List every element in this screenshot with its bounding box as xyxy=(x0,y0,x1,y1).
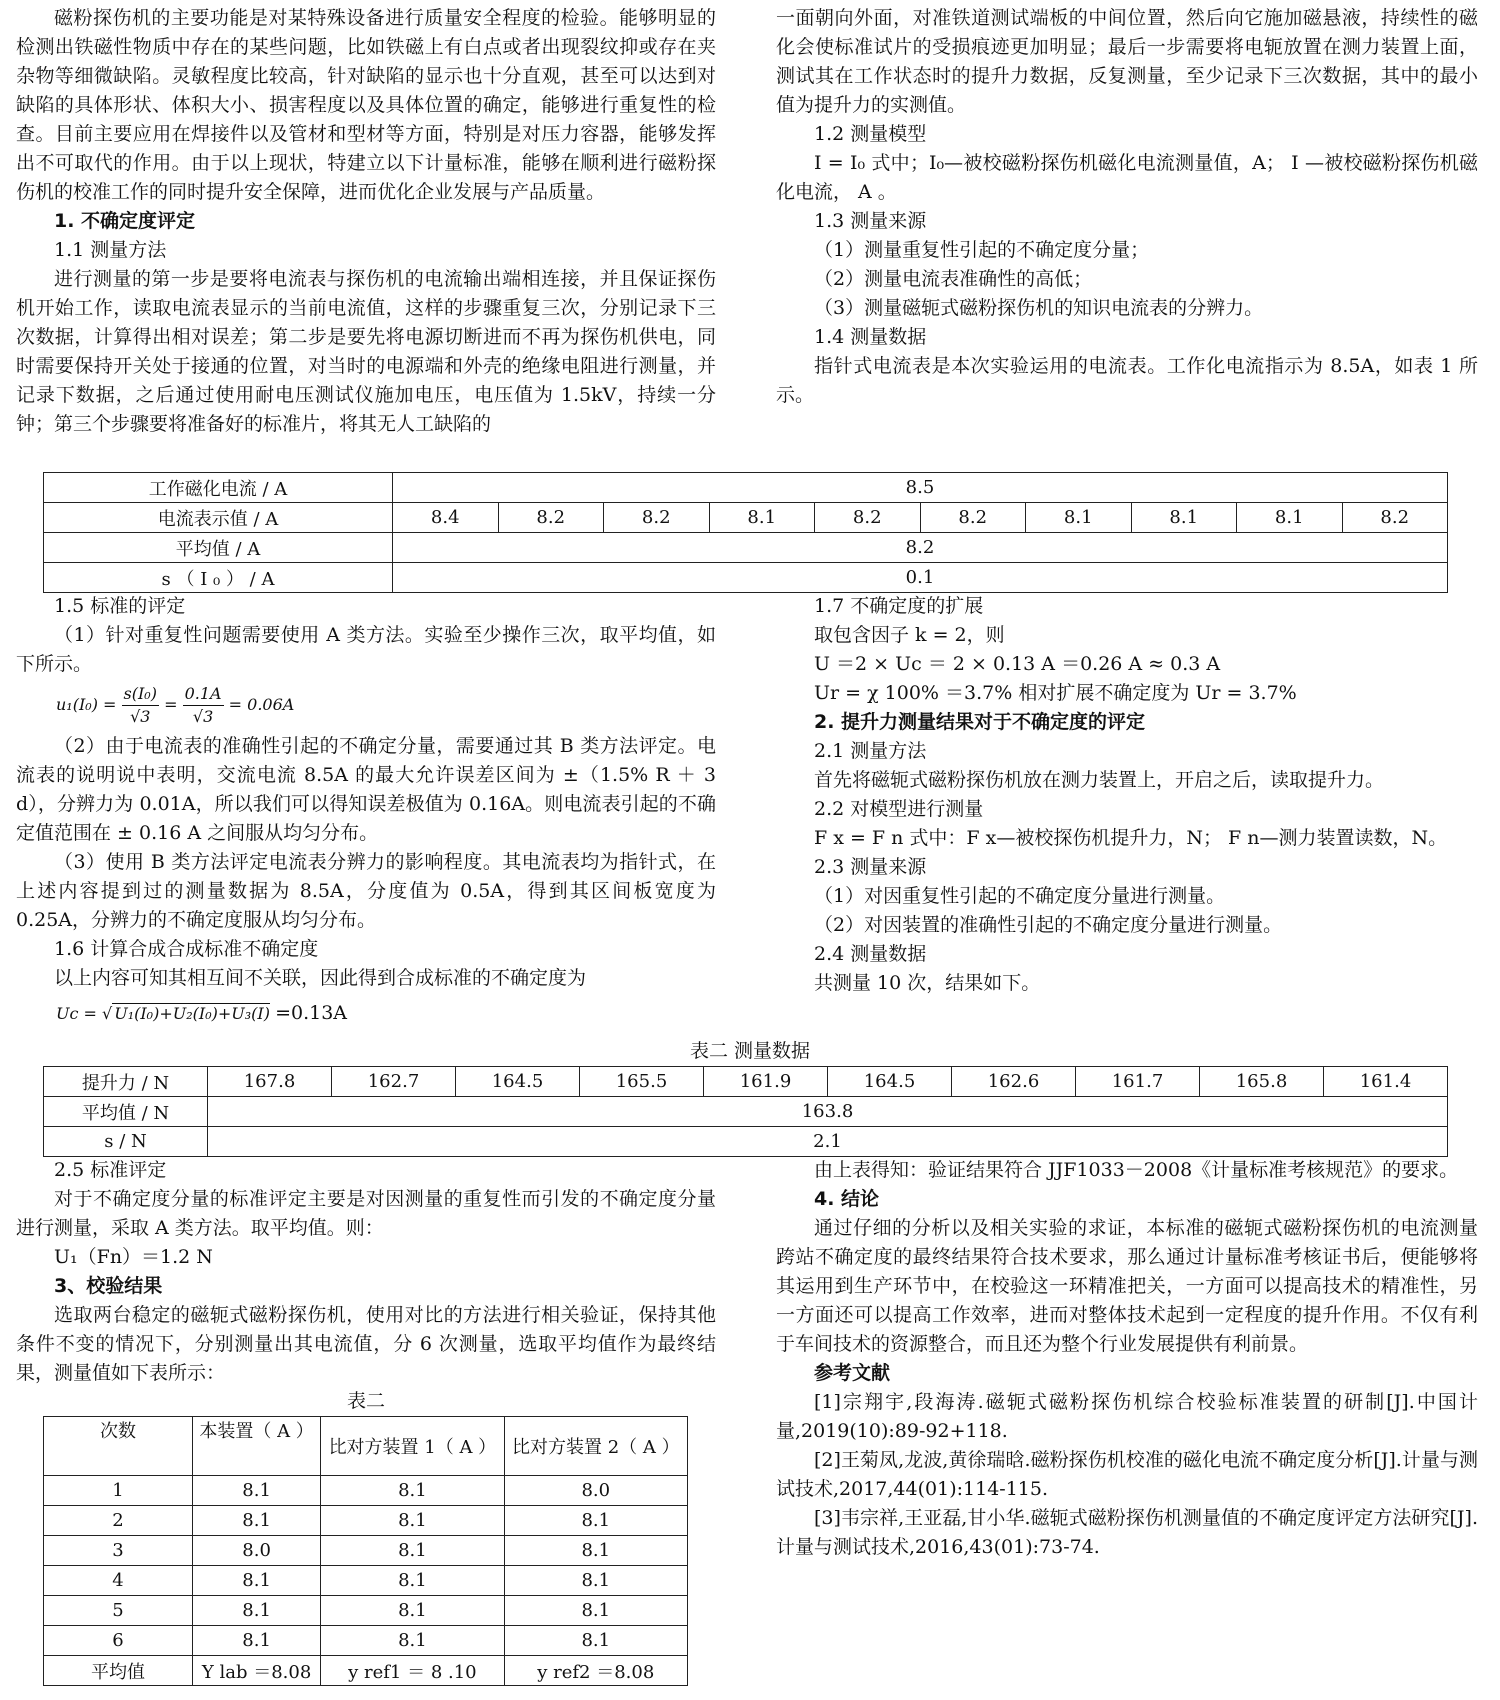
relative-uncertainty-line: Ur = χ 100% ＝3.7% 相对扩展不确定度为 Ur = 3.7% xyxy=(814,682,1297,704)
table-header-cell: 比对方装置 2（ A ） xyxy=(504,1417,687,1476)
section-1-5-heading: 1.5 标准的评定 xyxy=(54,595,186,617)
formula-text: = xyxy=(164,695,178,714)
source-item-3: （3）测量磁轭式磁粉探伤机的知识电流表的分辨力。 xyxy=(814,297,1264,319)
table-cell: 电流表示值 / A xyxy=(44,503,393,533)
table-header-row xyxy=(44,1417,688,1476)
section-1-1-heading: 1.1 测量方法 xyxy=(54,239,167,261)
table-header-cell: 次数 xyxy=(44,1417,193,1476)
section-1-7-heading: 1.7 不确定度的扩展 xyxy=(814,595,984,617)
table-cell: 164.5 xyxy=(828,1067,952,1097)
formula-uc: Uc = √ U₁(I₀)+U₂(I₀)+U₃(I) =0.13A xyxy=(56,1002,348,1024)
formula-text: =0.13A xyxy=(275,1002,348,1024)
reference-item: [1]宗翔宇,段海涛.磁轭式磁粉探伤机综合校验标准装置的研制[J].中国计量,2019(10):89-92+118. xyxy=(776,1391,1478,1442)
right-column-bottom xyxy=(776,1156,1478,1562)
denominator: √3 xyxy=(130,707,151,726)
section-1-4-heading: 1.4 测量数据 xyxy=(814,326,927,348)
left-column-middle xyxy=(16,592,716,1032)
table-cell: 提升力 / N xyxy=(44,1067,208,1097)
table-3-caption: 表二 xyxy=(346,1390,385,1412)
coverage-factor-line: 取包含因子 k = 2，则 xyxy=(814,624,1005,646)
table-cell: 8.1 xyxy=(193,1476,321,1506)
section-1-1-paragraph: 进行测量的第一步是要将电流表与探伤机的电流输出端相连接，并且保证探伤机开始工作，读取电流表显示的当前电流值，这样的步骤重复三次，分别记录下三次数据，计算得出相对误差；第二步是要先将电源切断进而不再为探伤机供电，同时需要保持开关处于接通的位置，对当时的电源端和外壳的绝缘电阻进行测量，并记录下数据，之后通过使用耐电压测试仪施加电压，电压值为 1.5kV，持续一分钟；第三个步骤要将准备好的标准片，将其无人工缺陷的 xyxy=(16,268,716,435)
u1-result-line: U₁（Fn）＝1.2 N xyxy=(54,1246,213,1268)
table-avg-row xyxy=(44,1656,688,1686)
table-row xyxy=(44,1127,1448,1157)
table-3-comparison xyxy=(43,1416,688,1686)
section-1-6-heading: 1.6 计算合成合成标准不确定度 xyxy=(54,938,319,960)
table-cell: 8.1 xyxy=(321,1566,504,1596)
table-row xyxy=(44,1626,688,1656)
source-item-a: （1）对因重复性引起的不确定度分量进行测量。 xyxy=(814,885,1226,907)
numerator: s(I₀) xyxy=(122,683,159,706)
fraction xyxy=(183,683,224,728)
section-1-4-paragraph: 指针式电流表是本次实验运用的电流表。工作化电流指示为 8.5A，如表 1 所示。 xyxy=(776,355,1478,406)
resolution-paragraph: （3）使用 B 类方法评定电流表分辨力的影响程度。其电流表均为指针式，在上述内容提到过的测量数据为 8.5A，分度值为 0.5A，得到其区间板宽度为 0.25A，分辨力的不确定度服从均匀分布。 xyxy=(16,851,716,931)
table-cell: 8.1 xyxy=(1131,503,1237,533)
section-2-1-paragraph: 首先将磁轭式磁粉探伤机放在测力装置上，开启之后，读取提升力。 xyxy=(814,769,1385,791)
verification-paragraph: 由上表得知：验证结果符合 JJF1033－2008《计量标准考核规范》的要求。 xyxy=(814,1159,1459,1181)
table-row xyxy=(44,503,1448,533)
reference-item: [3]韦宗祥,王亚磊,甘小华.磁轭式磁粉探伤机测量值的不确定度评定方法研究[J].计量与测试技术,2016,43(01):73-74. xyxy=(776,1507,1478,1558)
table-cell: 8.1 xyxy=(321,1476,504,1506)
intro-paragraph: 磁粉探伤机的主要功能是对某特殊设备进行质量安全程度的检验。能够明显的检测出铁磁性物质中存在的某些问题，比如铁磁上有白点或者出现裂纹抑或存在夹杂物等细微缺陷。灵敏程度比较高，针对缺陷的显示也十分直观，甚至可以达到对缺陷的具体形状、体积大小、损害程度以及具体位置的确定，能够进行重复性的检查。目前主要应用在焊接件以及管材和型材等方面，特别是对压力容器，能够发挥出不可取代的作用。由于以上现状，特建立以下计量标准，能够在顺利进行磁粉探伤机的校准工作的同时提升安全保障，进而优化企业发展与产品质量。 xyxy=(16,7,716,203)
table-cell: 8.0 xyxy=(504,1476,687,1506)
table-cell: 8.2 xyxy=(1342,503,1448,533)
formula-text: = 0.06A xyxy=(228,695,295,714)
numerator: 0.1A xyxy=(183,683,224,706)
section-2-3-heading: 2.3 测量来源 xyxy=(814,856,927,878)
formula-text: u₁(I₀) = xyxy=(56,695,117,714)
section-2-2-paragraph: F x = F n 式中：F x—被校探伤机提升力，N； F n—测力装置读数，N。 xyxy=(814,827,1448,849)
source-item-2: （2）测量电流表准确性的高低； xyxy=(814,268,1093,290)
table-cell: 6 xyxy=(44,1626,193,1656)
table-cell: 162.6 xyxy=(952,1067,1076,1097)
table-cell: 平均值 / N xyxy=(44,1097,208,1127)
table-row xyxy=(44,1566,688,1596)
table-cell: 8.1 xyxy=(321,1506,504,1536)
table-cell: 8.1 xyxy=(1237,503,1343,533)
table-cell: 5 xyxy=(44,1596,193,1626)
table-cell: 8.1 xyxy=(193,1596,321,1626)
table-cell: y ref1 ＝ 8 .10 xyxy=(321,1656,504,1686)
table-cell: 165.5 xyxy=(580,1067,704,1097)
table-cell: 8.1 xyxy=(504,1626,687,1656)
table-1-current xyxy=(43,472,1448,593)
table-row xyxy=(44,563,1448,593)
table-cell: 8.1 xyxy=(504,1506,687,1536)
table-cell: 3 xyxy=(44,1536,193,1566)
table-cell: 8.1 xyxy=(321,1596,504,1626)
type-b-paragraph: （2）由于电流表的准确性引起的不确定分量，需要通过其 B 类方法评定。电流表的说明说中表明，交流电流 8.5A 的最大允许误差区间为 ±（1.5% R ＋ 3 d），分辨力为 0.01A，所以我们可以得知误差极值为 0.16A。则电流表引起的不确定值范围在 ± 0.16 A 之间服从均匀分布。 xyxy=(16,735,716,844)
table-cell: 164.5 xyxy=(456,1067,580,1097)
table-cell: 4 xyxy=(44,1566,193,1596)
section-2-heading: 2. 提升力测量结果对于不确定度的评定 xyxy=(814,711,1146,733)
table-cell: 2 xyxy=(44,1506,193,1536)
table-cell: 平均值 / A xyxy=(44,533,393,563)
reference-item: [2]王菊凤,龙波,黄徐瑞晗.磁粉探伤机校准的磁化电流不确定度分析[J].计量与测试技术,2017,44(01):114-115. xyxy=(776,1449,1478,1500)
table-cell: 0.1 xyxy=(393,563,1448,593)
table-2-lift-force xyxy=(43,1066,1448,1157)
table-row xyxy=(44,1596,688,1626)
table-cell: 8.1 xyxy=(504,1596,687,1626)
table-cell: 8.1 xyxy=(504,1566,687,1596)
table-cell: 平均值 xyxy=(44,1656,193,1686)
table-cell: 8.1 xyxy=(193,1566,321,1596)
section-4-heading: 4. 结论 xyxy=(814,1188,880,1210)
table-cell: 161.4 xyxy=(1324,1067,1448,1097)
table-cell: y ref2 ＝8.08 xyxy=(504,1656,687,1686)
section-3-heading: 3、校验结果 xyxy=(54,1275,163,1297)
references-list xyxy=(776,1388,1478,1562)
table-cell: s （ I ₀ ） / A xyxy=(44,563,393,593)
table-cell: 163.8 xyxy=(208,1097,1448,1127)
table-cell: 161.9 xyxy=(704,1067,828,1097)
table-cell: 8.2 xyxy=(920,503,1026,533)
table-cell: 2.1 xyxy=(208,1127,1448,1157)
left-column-bottom xyxy=(16,1156,716,1388)
section-1-heading: 1. 不确定度评定 xyxy=(54,210,196,232)
table-cell: 162.7 xyxy=(332,1067,456,1097)
references-heading: 参考文献 xyxy=(814,1362,891,1384)
section-2-1-heading: 2.1 测量方法 xyxy=(814,740,927,762)
denominator: √3 xyxy=(192,707,214,726)
section-1-3-heading: 1.3 测量来源 xyxy=(814,210,927,232)
table-cell: Y lab ＝8.08 xyxy=(193,1656,321,1686)
section-2-5-paragraph: 对于不确定度分量的标准评定主要是对因测量的重复性而引发的不确定度分量进行测量，采取 A 类方法。取平均值。则： xyxy=(16,1188,716,1239)
radicand: U₁(I₀)+U₂(I₀)+U₃(I) xyxy=(114,1004,270,1023)
table-cell: 工作磁化电流 / A xyxy=(44,473,393,503)
table-cell: 8.1 xyxy=(1026,503,1132,533)
left-column-top xyxy=(16,4,716,439)
table-cell: 8.2 xyxy=(815,503,921,533)
table-cell: 8.1 xyxy=(504,1536,687,1566)
fraction xyxy=(122,683,159,728)
table-row xyxy=(44,533,1448,563)
table-row xyxy=(44,1476,688,1506)
table-cell: 8.1 xyxy=(321,1626,504,1656)
formula-u1 xyxy=(56,683,716,728)
table-header-cell: 比对方装置 1（ A ） xyxy=(321,1417,504,1476)
table-row xyxy=(44,1067,1448,1097)
section-3-paragraph: 选取两台稳定的磁轭式磁粉探伤机，使用对比的方法进行相关验证，保持其他条件不变的情况下，分别测量出其电流值，分 6 次测量，选取平均值作为最终结果，测量值如下表所示： xyxy=(16,1304,716,1384)
source-item-b: （2）对因装置的准确性引起的不确定度分量进行测量。 xyxy=(814,914,1283,936)
table-row xyxy=(44,473,1448,503)
table-cell: 8.0 xyxy=(193,1536,321,1566)
table-cell: 8.1 xyxy=(321,1536,504,1566)
table-cell: 8.1 xyxy=(193,1506,321,1536)
table-cell: 8.4 xyxy=(393,503,499,533)
table-cell: 8.1 xyxy=(193,1626,321,1656)
table-cell: s / N xyxy=(44,1127,208,1157)
table-header-cell: 本装置（ A ） xyxy=(193,1417,321,1476)
continued-paragraph: 一面朝向外面，对准铁道测试端板的中间位置，然后向它施加磁悬液，持续性的磁化会使标准试片的受损痕迹更加明显；最后一步需要将电轭放置在测力装置上面，测试其在工作状态时的提升力数据，反复测量，至少记录下三次数据，其中的最小值为提升力的实测值。 xyxy=(776,7,1478,116)
table-cell: 1 xyxy=(44,1476,193,1506)
table-cell: 161.7 xyxy=(1076,1067,1200,1097)
table-cell: 8.1 xyxy=(709,503,815,533)
section-1-2-paragraph: I = I₀ 式中；I₀—被校磁粉探伤机磁化电流测量值，A； I —被校磁粉探伤机磁化电流， A 。 xyxy=(776,152,1478,203)
table-row xyxy=(44,1506,688,1536)
formula-text: Uc = xyxy=(56,1004,97,1023)
combined-paragraph: 以上内容可知其相互间不关联，因此得到合成标准的不确定度为 xyxy=(54,967,587,989)
source-item-1: （1）测量重复性引起的不确定度分量； xyxy=(814,239,1150,261)
right-column-middle xyxy=(776,592,1478,998)
table-cell: 8.2 xyxy=(498,503,604,533)
type-a-paragraph: （1）针对重复性问题需要使用 A 类方法。实验至少操作三次，取平均值，如下所示。 xyxy=(16,624,716,675)
table-cell: 8.2 xyxy=(604,503,710,533)
section-2-2-heading: 2.2 对模型进行测量 xyxy=(814,798,984,820)
section-1-2-heading: 1.2 测量模型 xyxy=(814,123,927,145)
expanded-uncertainty-line: U ＝2 × Uc ＝ 2 × 0.13 A ＝0.26 A ≈ 0.3 A xyxy=(814,653,1221,675)
table-cell: 165.8 xyxy=(1200,1067,1324,1097)
section-2-4-paragraph: 共测量 10 次，结果如下。 xyxy=(814,972,1041,994)
right-column-top xyxy=(776,4,1478,410)
conclusion-paragraph: 通过仔细的分析以及相关实验的求证，本标准的磁轭式磁粉探伤机的电流测量跨站不确定度的最终结果符合技术要求，那么通过计量标准考核证书后，便能够将其运用到生产环节中，在校验这一环精准把关，一方面可以提高技术的精准性，另一方面还可以提高工作效率，进而对整体技术起到一定程度的提升作用。不仅有利于车间技术的资源整合，而且还为整个行业发展提供有利前景。 xyxy=(776,1217,1478,1355)
table-cell: 8.2 xyxy=(393,533,1448,563)
table-cell: 8.5 xyxy=(393,473,1448,503)
section-2-4-heading: 2.4 测量数据 xyxy=(814,943,927,965)
table-2-caption: 表二 测量数据 xyxy=(689,1040,811,1062)
table-row xyxy=(44,1097,1448,1127)
table-row xyxy=(44,1536,688,1566)
table-cell: 167.8 xyxy=(208,1067,332,1097)
section-2-5-heading: 2.5 标准评定 xyxy=(54,1159,167,1181)
